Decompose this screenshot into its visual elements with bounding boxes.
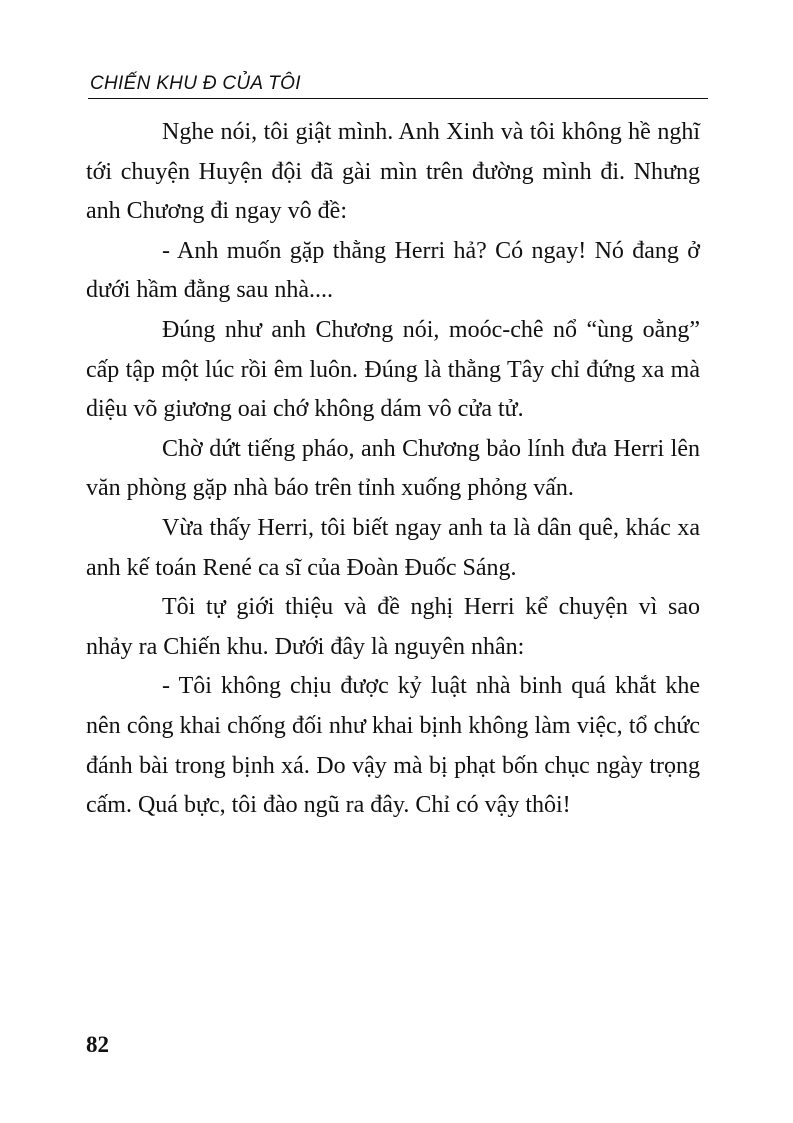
paragraph: Đúng như anh Chương nói, moóc-chê nổ “ùng oằng” cấp tập một lúc rồi êm luôn. Đúng là thằng Tây chỉ đứng xa mà diệu võ giương oai chớ không dám vô cửa tử. (86, 316, 700, 423)
running-header-title: CHIẾN KHU Đ CỦA TÔI (90, 73, 301, 94)
paragraph: Vừa thấy Herri, tôi biết ngay anh ta là dân quê, khác xa anh kế toán René ca sĩ của Đoàn Đuốc Sáng. (86, 514, 700, 581)
paragraph: Chờ dứt tiếng pháo, anh Chương bảo lính đưa Herri lên văn phòng gặp nhà báo trên tỉnh xuống phỏng vấn. (86, 435, 700, 502)
page-number: 82 (86, 1032, 109, 1057)
paragraph: - Tôi không chịu được kỷ luật nhà binh quá khắt khe nên công khai chống đối như khai bịnh không làm việc, tổ chức đánh bài trong bịnh xá. Do vậy mà bị phạt bốn chục ngày trọng cấm. Quá bực, tôi đào ngũ ra đây. Chỉ có vậy thôi! (86, 673, 700, 819)
body-text (86, 113, 700, 826)
paragraph: - Anh muốn gặp thằng Herri hả? Có ngay! Nó đang ở dưới hầm đằng sau nhà.... (86, 237, 700, 304)
paragraph: Tôi tự giới thiệu và đề nghị Herri kể chuyện vì sao nhảy ra Chiến khu. Dưới đây là nguyên nhân: (86, 594, 700, 660)
paragraph: Nghe nói, tôi giật mình. Anh Xinh và tôi không hề nghĩ tới chuyện Huyện đội đã gài mìn trên đường mình đi. Nhưng anh Chương đi ngay vô đề: (86, 119, 700, 225)
running-header (88, 64, 708, 99)
